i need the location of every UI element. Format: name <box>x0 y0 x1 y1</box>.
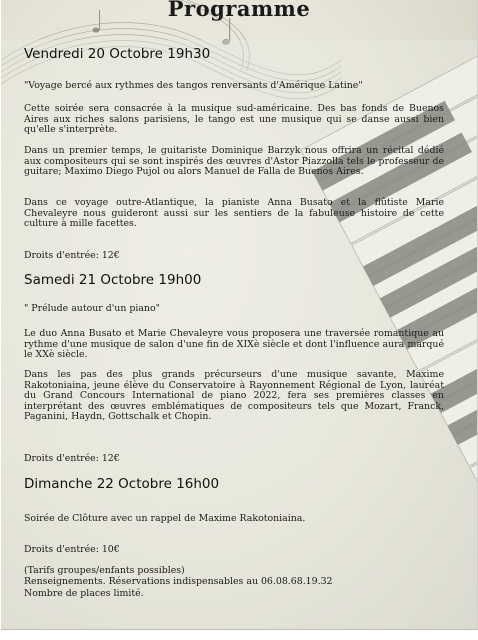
footer-places: Nombre de places limité. <box>24 588 144 599</box>
section-heading-friday: Vendredi 20 Octobre 19h30 <box>24 46 211 62</box>
programme-content <box>1 0 477 629</box>
paragraph-friday-3: Dans ce voyage outre-Atlantique, la pianiste Anna Busato et la flûtiste Marie Chevaleyre nous guideront aussi sur les sentiers de la fabuleuse histoire de cette culture à mille facettes. <box>24 197 444 230</box>
price-friday: Droits d'entrée: 12€ <box>24 250 120 261</box>
footer-tarifs: (Tarifs groupes/enfants possibles) <box>24 565 185 576</box>
price-saturday: Droits d'entrée: 12€ <box>24 453 120 464</box>
footer-renseignements: Renseignements. Réservations indispensables au 06.08.68.19.32 <box>24 576 333 587</box>
section-heading-sunday: Dimanche 22 Octobre 16h00 <box>24 476 220 492</box>
paragraph-friday-1: Cette soirée sera consacrée à la musique sud-américaine. Des bas fonds de Buenos Aires aux riches salons parisiens, le tango est une musique qui se danse aussi bien qu'elle s'interprète. <box>24 103 444 136</box>
section-subtitle-friday: "Voyage bercé aux rythmes des tangos renversants d'Amérique Latine" <box>24 80 363 91</box>
paragraph-friday-2: Dans un premier temps, le guitariste Dominique Barzyk nous offrira un récital dédié aux compositeurs qui se sont inspirés des œuvres d'Astor Piazzolla tels le professeur de guitare; Maximo Diego Pujol ou alors Manuel de Falla de Buenos Aires. <box>24 145 444 178</box>
programme-page <box>1 0 478 630</box>
section-subtitle-saturday: " Prélude autour d'un piano" <box>24 303 160 314</box>
paragraph-saturday-1: Le duo Anna Busato et Marie Chevaleyre vous proposera une traversée romantique au rythme d'une musique de salon d'une fin de XIXè siècle et dont l'influence aura marqué le XXè siècle. <box>24 328 444 361</box>
section-heading-saturday: Samedi 21 Octobre 19h00 <box>24 272 202 288</box>
paragraph-sunday-1: Soirée de Clôture avec un rappel de Maxime Rakotoniaina. <box>24 513 306 524</box>
paragraph-saturday-2: Dans les pas des plus grands précurseurs d'une musique savante, Maxime Rakotoniaina, jeune élève du Conservatoire à Rayonnement Régional de Lyon, lauréat du Grand Concours International de piano 2022, fera ses premières classes en interprétant des œuvres emblématiques de compositeurs tels que Mozart, Franck, Paganini, Haydn, Gottschalk et Chopin. <box>24 369 444 423</box>
price-sunday: Droits d'entrée: 10€ <box>24 544 120 555</box>
page-title: Programme <box>167 0 311 21</box>
